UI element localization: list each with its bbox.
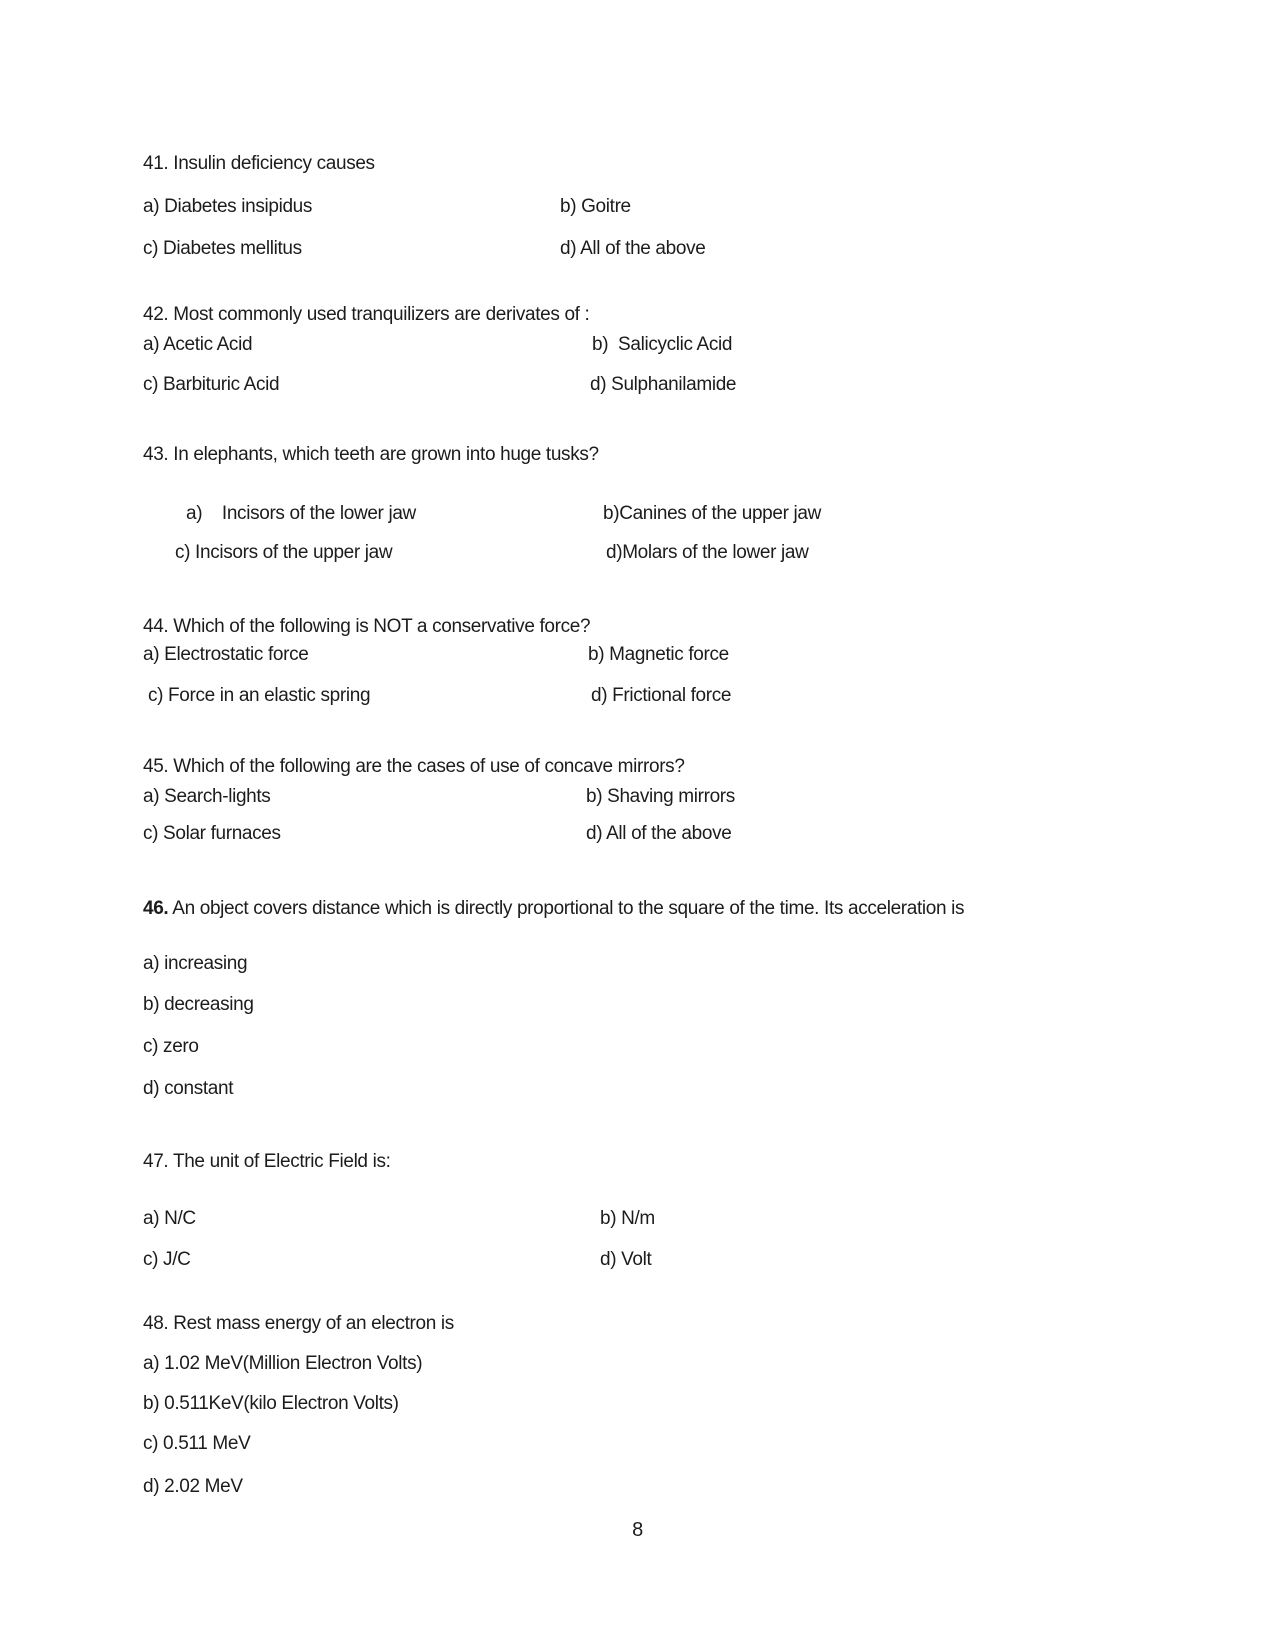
question-44-heading: 44. Which of the following is NOT a conservative force? <box>143 616 591 637</box>
question-47-heading: 47. The unit of Electric Field is: <box>143 1151 391 1172</box>
question-44-option-a: a) Electrostatic force <box>143 644 309 665</box>
question-48-heading: 48. Rest mass energy of an electron is <box>143 1313 454 1334</box>
question-41-heading: 41. Insulin deficiency causes <box>143 153 375 174</box>
question-47-option-c: c) J/C <box>143 1249 191 1270</box>
question-46-option-c: c) zero <box>143 1036 199 1057</box>
question-45-option-c: c) Solar furnaces <box>143 823 281 844</box>
question-42-option-b: b) Salicyclic Acid <box>592 334 733 355</box>
question-43-option-c: c) Incisors of the upper jaw <box>175 542 393 563</box>
question-41-option-a: a) Diabetes insipidus <box>143 196 313 217</box>
question-48-option-c: c) 0.511 MeV <box>143 1433 251 1454</box>
question-46-number: 46. <box>143 898 169 919</box>
question-42-heading: 42. Most commonly used tranquilizers are derivates of : <box>143 304 590 325</box>
question-41-option-b: b) Goitre <box>560 196 631 217</box>
question-43-heading: 43. In elephants, which teeth are grown into huge tusks? <box>143 444 599 465</box>
question-44-option-b: b) Magnetic force <box>588 644 729 665</box>
question-48-option-a: a) 1.02 MeV(Million Electron Volts) <box>143 1353 423 1374</box>
question-45-option-b: b) Shaving mirrors <box>586 786 735 807</box>
question-45-option-a: a) Search-lights <box>143 786 271 807</box>
question-42-option-c: c) Barbituric Acid <box>143 374 280 395</box>
question-44-option-c: c) Force in an elastic spring <box>148 685 371 706</box>
question-45-heading: 45. Which of the following are the cases of use of concave mirrors? <box>143 756 685 777</box>
question-46-heading-text: An object covers distance which is directly proportional to the square of the time. Its acceleration is <box>168 898 965 919</box>
question-43-option-a: a) Incisors of the lower jaw <box>186 503 416 524</box>
question-41-option-d: d) All of the above <box>560 238 706 259</box>
question-46-option-d: d) constant <box>143 1078 234 1099</box>
question-47-option-a: a) N/C <box>143 1208 196 1229</box>
question-46-option-b: b) decreasing <box>143 994 254 1015</box>
question-47-option-d: d) Volt <box>600 1249 652 1270</box>
question-45-option-d: d) All of the above <box>586 823 732 844</box>
question-41-option-c: c) Diabetes mellitus <box>143 238 302 259</box>
question-48-option-b: b) 0.511KeV(kilo Electron Volts) <box>143 1393 399 1414</box>
question-44-option-d: d) Frictional force <box>591 685 732 706</box>
question-42-option-a: a) Acetic Acid <box>143 334 253 355</box>
question-43-option-b: b)Canines of the upper jaw <box>603 503 821 524</box>
question-47-option-b: b) N/m <box>600 1208 655 1229</box>
question-48-option-d: d) 2.02 MeV <box>143 1476 243 1497</box>
question-46-heading <box>143 897 964 921</box>
question-43-option-d: d)Molars of the lower jaw <box>606 542 809 563</box>
question-42-option-d: d) Sulphanilamide <box>590 374 737 395</box>
page-number: 8 <box>632 1519 643 1541</box>
question-46-option-a: a) increasing <box>143 953 248 974</box>
